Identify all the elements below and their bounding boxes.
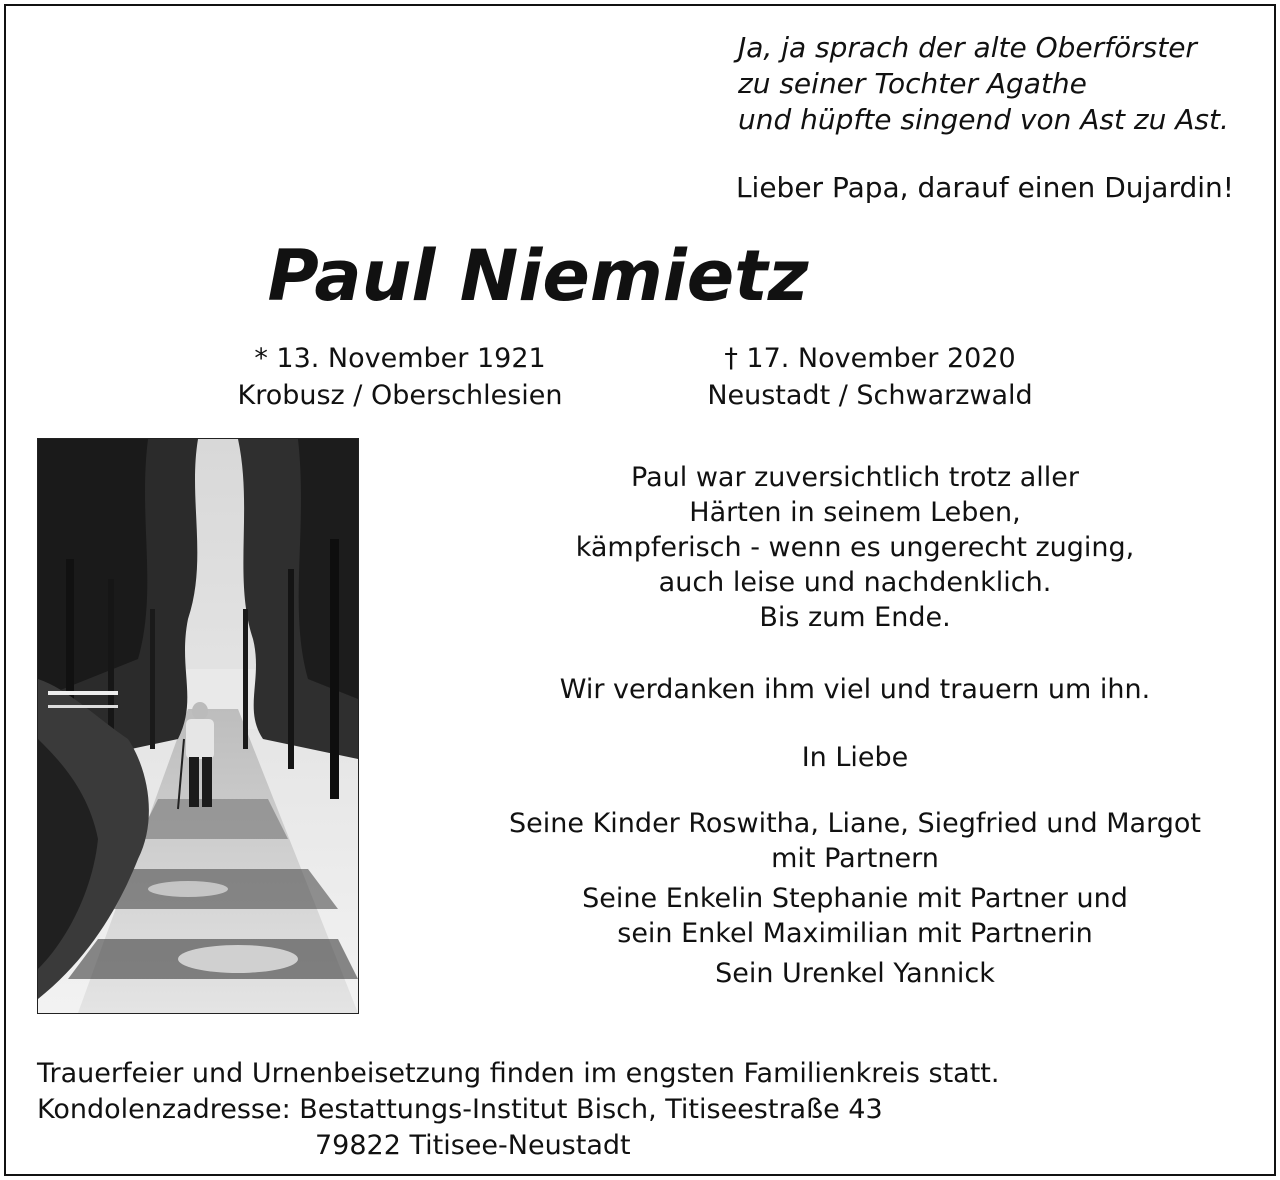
family-line: Seine Kinder Roswitha, Liane, Siegfried und Margot: [509, 808, 1201, 839]
death-place: Neustadt / Schwarzwald: [707, 380, 1033, 411]
birth-info: [190, 340, 610, 414]
tribute-line: Bis zum Ende.: [759, 602, 951, 633]
ceremony-notice: Trauerfeier und Urnenbeisetzung finden im engsten Familienkreis statt.: [37, 1058, 1000, 1089]
family-line: mit Partnern: [771, 843, 939, 874]
birth-place: Krobusz / Oberschlesien: [237, 380, 563, 411]
death-info: [660, 340, 1080, 414]
family-line: sein Enkel Maximilian mit Partnerin: [617, 918, 1093, 949]
condolence-city: 79822 Titisee-Neustadt: [315, 1130, 631, 1161]
birth-date: * 13. November 1921: [254, 343, 546, 374]
memorial-photo: [37, 438, 359, 1014]
death-date: † 17. November 2020: [724, 343, 1016, 374]
family-great-grandchild: Sein Urenkel Yannick: [715, 958, 995, 989]
family-grandchildren: [470, 881, 1240, 951]
condolence-address: Kondolenzadresse: Bestattungs-Institut Bisch, Titiseestraße 43: [37, 1094, 883, 1125]
tribute-line: Paul war zuversichtlich trotz aller: [631, 462, 1079, 493]
thanks-line: Wir verdanken ihm viel und trauern um ihn.: [559, 674, 1151, 705]
quote-line: Ja, ja sprach der alte Oberförster: [738, 31, 1197, 64]
closing-line: In Liebe: [801, 742, 909, 773]
toast-line: Lieber Papa, darauf einen Dujardin!: [735, 171, 1234, 204]
tribute-poem: [470, 460, 1240, 635]
family-children: [470, 806, 1240, 876]
footer-info: [37, 1056, 999, 1164]
tribute-line: auch leise und nachdenklich.: [658, 567, 1052, 598]
quote-line: und hüpfte singend von Ast zu Ast.: [738, 103, 1229, 136]
tribute-line: kämpferisch - wenn es ungerecht zuging,: [575, 532, 1135, 563]
tribute-line: Härten in seinem Leben,: [689, 497, 1021, 528]
opening-quote: [738, 30, 1229, 138]
quote-line: zu seiner Tochter Agathe: [738, 67, 1087, 100]
family-line: Seine Enkelin Stephanie mit Partner und: [582, 883, 1128, 914]
tree-lined-path-image: [38, 439, 358, 1013]
deceased-name-container: [0, 233, 1272, 319]
family-list: [470, 806, 1240, 996]
deceased-name: Paul Niemietz: [267, 235, 809, 317]
